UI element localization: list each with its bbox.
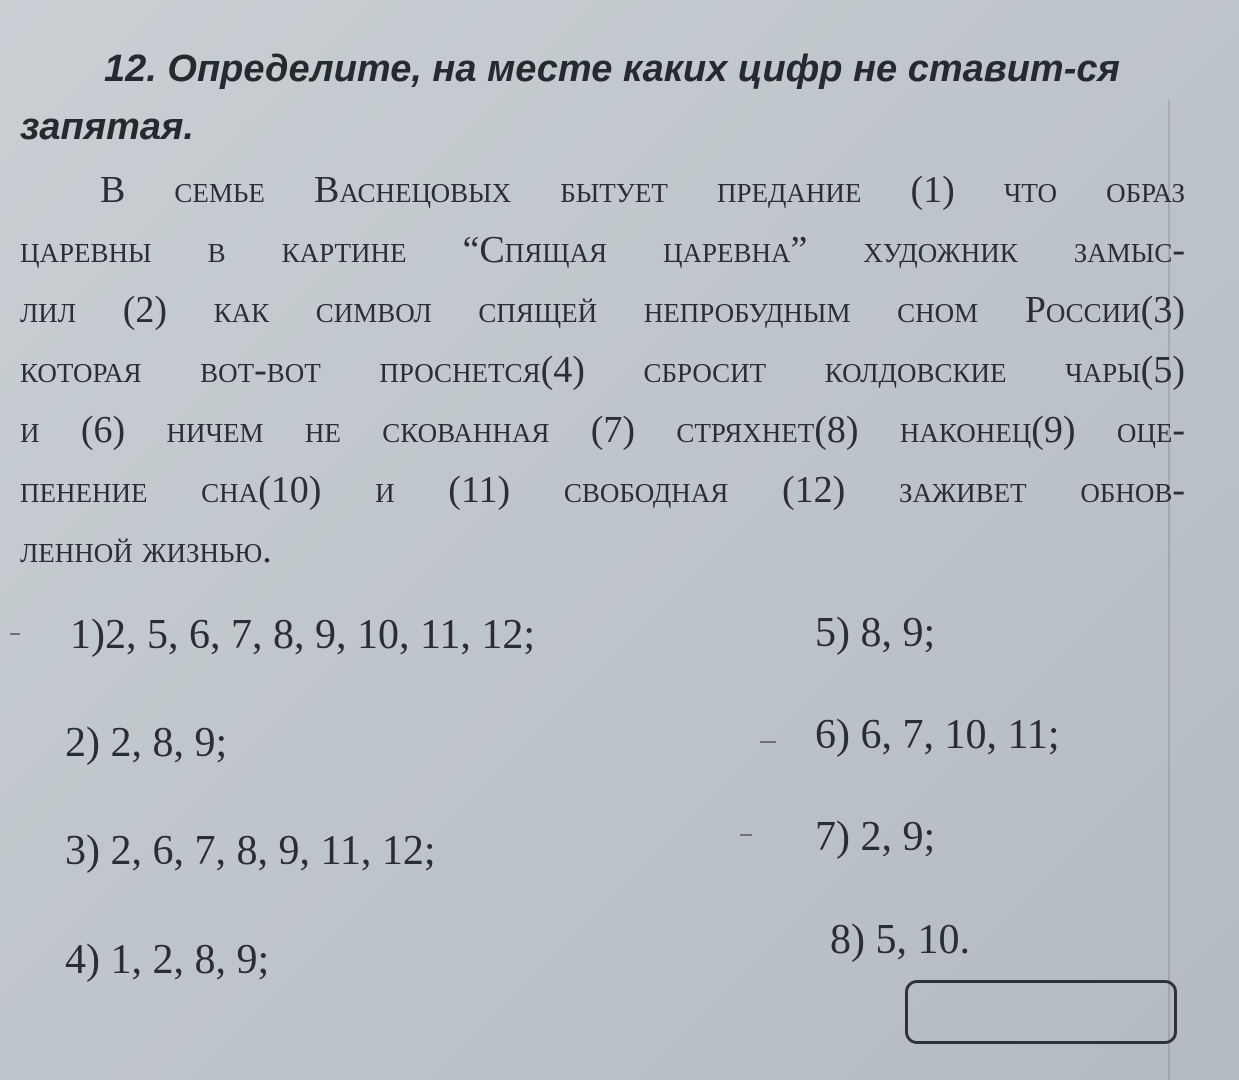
passage-line: В семье Васнецовых бытует предание (1) что образ: [100, 169, 1185, 211]
answer-box[interactable]: [905, 980, 1177, 1044]
passage-line: лил (2) как символ спящей непробудным сном России(3): [20, 289, 1185, 331]
margin-mark: [10, 633, 20, 635]
answer-option-4: 4) 1, 2, 8, 9;: [65, 937, 270, 983]
margin-mark: [760, 741, 776, 743]
answer-option-3: 3) 2, 6, 7, 8, 9, 11, 12;: [65, 828, 436, 874]
answer-option-5: 5) 8, 9;: [815, 610, 936, 656]
answer-option-1: 1)2, 5, 6, 7, 8, 9, 10, 11, 12;: [70, 612, 536, 658]
answer-option-7: 7) 2, 9;: [815, 814, 936, 860]
passage-line: ленной жизнью.: [20, 529, 272, 571]
passage-line: которая вот-вот проснется(4) сбросит колдовские чары(5): [20, 349, 1185, 391]
answer-option-6: 6) 6, 7, 10, 11;: [815, 712, 1060, 758]
answer-option-8: 8) 5, 10.: [830, 917, 970, 963]
task-title: 12. Определите, на месте каких цифр не ставит-ся запятая.: [20, 48, 1120, 148]
passage-line: царевны в картине “Спящая царевна” художник замыс-: [20, 229, 1185, 271]
passage-line: пенение сна(10) и (11) свободная (12) заживет обнов-: [20, 469, 1185, 511]
answer-option-2: 2) 2, 8, 9;: [65, 720, 228, 766]
passage-line: и (6) ничем не скованная (7) стряхнет(8) наконец(9) оце-: [20, 409, 1185, 451]
margin-mark: [740, 834, 752, 836]
